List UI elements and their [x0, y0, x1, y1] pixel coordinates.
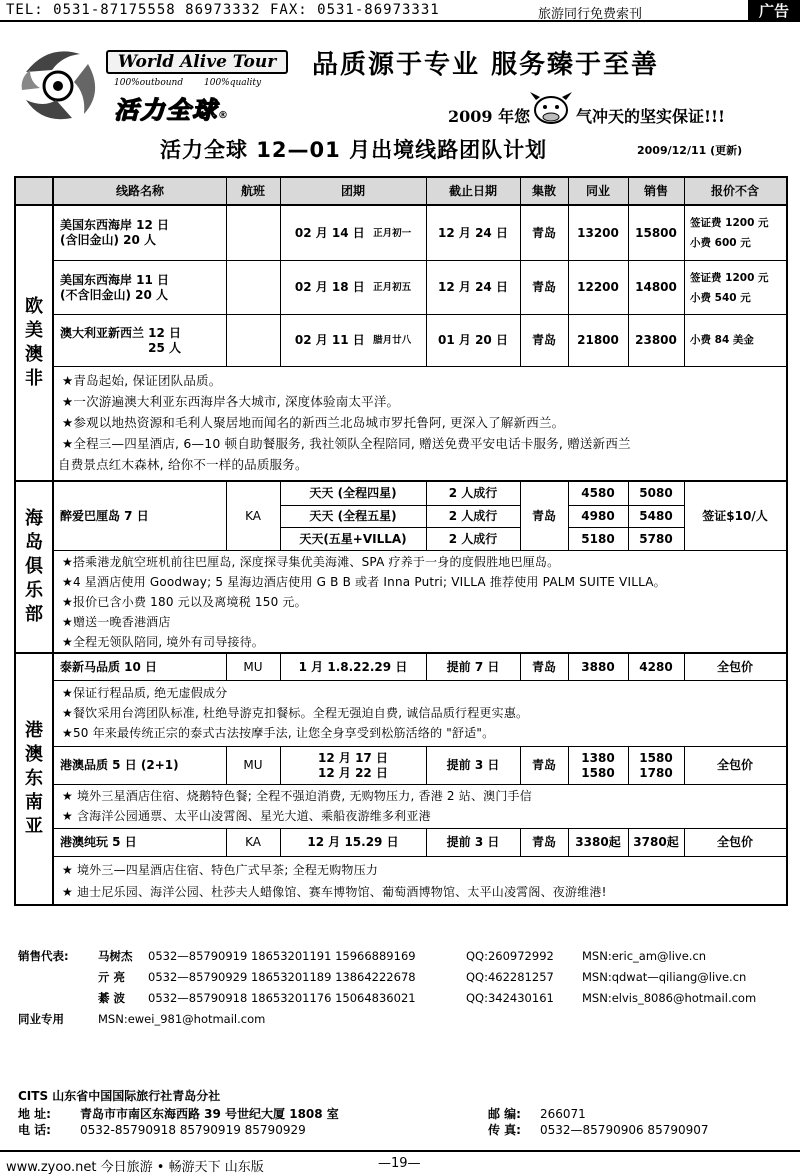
peer-price: 3380起 — [575, 835, 621, 849]
min-group: 2 人成行 — [448, 509, 498, 523]
route-name: 澳大利亚新西兰 12 日 25 人 — [60, 325, 182, 355]
tour-date: 02 月 18 日 正月初五 — [294, 280, 412, 294]
th-peer: 同业 — [585, 183, 610, 198]
island-notes — [62, 552, 666, 652]
note-line: ★全程无领队陪同, 境外有司导接待。 — [62, 635, 264, 649]
note-line: ★一次游遍澳大利亚东西海岸各大城市, 深度体验南太平洋。 — [62, 394, 400, 409]
sale-price: 15800 — [635, 225, 677, 240]
hub: 青岛 — [531, 758, 556, 772]
tel: 0532-85790918 85790919 85790929 — [80, 1123, 306, 1137]
excluded: 全包价 — [716, 659, 753, 674]
deadline: 12 月 24 日 — [438, 280, 508, 294]
brand-sub-quality: 100%quality — [204, 78, 262, 88]
deadline: 提前 3 日 — [446, 835, 500, 849]
contact-msn: MSN:eric_am@live.cn — [582, 949, 707, 963]
sale-price: 5080 — [639, 486, 673, 500]
peer-price: 13200 — [577, 225, 619, 240]
hub: 青岛 — [531, 659, 556, 674]
th-dates: 团期 — [340, 183, 365, 198]
brand-sub-outbound: 100%outbound — [114, 78, 184, 88]
note-line: ★ 含海洋公园通票、太平山凌霄阁、星光大道、乘船夜游维多利亚港 — [62, 809, 431, 823]
route-name: 港澳纯玩 5 日 — [60, 835, 137, 849]
sale-price: 5480 — [639, 509, 673, 523]
route-name: 美国东西海岸 11 日 (不含旧金山) 20 人 — [60, 272, 170, 302]
address: 青岛市市南区东海西路 39 号世纪大厦 1808 室 — [80, 1107, 339, 1121]
guarantee-part1: 2009 年您 — [448, 107, 531, 126]
flight: KA — [245, 835, 261, 849]
sale-price: 14800 — [635, 280, 677, 294]
hub: 青岛 — [531, 225, 556, 240]
note-line: ★青岛起始, 保证团队品质。 — [62, 373, 222, 388]
sale-price: 23800 — [635, 333, 677, 347]
zip-label: 邮 编: — [488, 1107, 521, 1121]
contact-msn: MSN:elvis_8086@hotmail.com — [582, 991, 757, 1005]
tour-date: 02 月 11 日 腊月廿八 — [294, 333, 412, 347]
peer-price: 12200 — [577, 280, 619, 294]
peer-price: 5180 — [581, 531, 615, 546]
peer-price: 1380 1580 — [581, 750, 615, 780]
sale-price: 4280 — [639, 659, 673, 674]
sale-price: 3780起 — [633, 835, 679, 849]
tour-date: 天天(五星+VILLA) — [299, 531, 407, 546]
hub: 青岛 — [531, 835, 556, 849]
page-title: 活力全球 12—01 月出境线路团队计划 — [160, 138, 548, 162]
region-europe-america: 欧 美 澳 非 — [25, 296, 43, 389]
hub: 青岛 — [531, 280, 556, 294]
contact-name: 亓 亮 — [98, 970, 126, 984]
contact-qq: QQ:260972992 — [466, 949, 554, 963]
th-deadline: 截止日期 — [448, 183, 497, 198]
ad-badge: 广告 — [748, 0, 800, 22]
tour-table — [14, 176, 788, 906]
route-name: 港澳品质 5 日 (2+1) — [60, 758, 179, 772]
tour-date: 天天 (全程五星) — [309, 509, 397, 523]
th-hub: 集散 — [531, 183, 556, 198]
page-number: —19— — [378, 1156, 421, 1171]
note-line: 自费景点红木森林, 给你不一样的品质服务。 — [58, 457, 308, 472]
th-route: 线路名称 — [115, 183, 164, 198]
europe-notes — [58, 370, 631, 475]
note-line: ★保证行程品质, 绝无虚假成分 — [62, 686, 228, 700]
sale-price: 5780 — [639, 531, 673, 546]
contact-phones: 0532—85790929 18653201189 13864222678 — [148, 970, 416, 984]
tel-label: 电 话: — [18, 1123, 51, 1137]
brand-logo — [18, 42, 298, 124]
sale-price: 1580 1780 — [639, 750, 673, 780]
excluded: 签证费 1200 元 小费 600 元 — [690, 217, 769, 249]
zip: 266071 — [540, 1107, 586, 1121]
tour-date: 1 月 1.8.22.29 日 — [298, 659, 408, 674]
flight: MU — [243, 758, 263, 772]
contact-msn: MSN:qdwat—qiliang@live.cn — [582, 970, 747, 984]
peer-price: 4980 — [581, 509, 615, 523]
deadline: 提前 3 日 — [446, 758, 500, 772]
note-line: ★报价已含小费 180 元以及离境税 150 元。 — [62, 595, 307, 609]
asia1-notes — [62, 683, 528, 743]
note-line: ★ 迪士尼乐园、海洋公园、杜莎夫人蜡像馆、赛车博物馆、葡萄酒博物馆、太平山凌霄阁、夜游维港! — [62, 885, 607, 899]
flight: KA — [245, 508, 261, 523]
fax: 0532—85790906 85790907 — [540, 1123, 709, 1137]
tour-date: 12 月 15.29 日 — [307, 835, 399, 849]
min-group: 2 人成行 — [448, 486, 498, 500]
excluded: 小费 84 美金 — [690, 334, 754, 346]
contact-name: 綦 波 — [98, 991, 126, 1005]
tel-fax: TEL: 0531-87175558 86973332 FAX: 0531-86973331 — [6, 2, 440, 18]
index-label: 旅游同行免费索刊 — [538, 7, 643, 22]
peer-price: 3880 — [581, 659, 615, 674]
contacts-label: 销售代表: — [18, 949, 69, 963]
flight: MU — [243, 659, 263, 674]
region-hk-macau-asia: 港 澳 东 南 亚 — [25, 720, 43, 837]
note-line: ★ 境外三—四星酒店住宿、特色广式早茶; 全程无购物压力 — [62, 863, 379, 877]
hub: 青岛 — [531, 333, 556, 347]
note-line: ★参观以地热资源和毛利人聚居地而闻名的新西兰北岛城市罗托鲁阿, 更深入了解新西兰。 — [62, 415, 565, 430]
contact-phones: 0532—85790919 18653201191 15966889169 — [148, 949, 416, 963]
address-label: 地 址: — [18, 1107, 51, 1121]
th-flight: 航班 — [240, 183, 265, 198]
excluded: 全包价 — [716, 835, 753, 849]
contact-qq: QQ:462281257 — [466, 970, 554, 984]
guarantee-part2: 气冲天的坚实保证!!! — [576, 107, 726, 126]
th-sale: 销售 — [643, 183, 668, 198]
deadline: 12 月 24 日 — [438, 225, 508, 240]
brand-name-cn: 活力全球® — [114, 96, 230, 124]
tour-date: 12 月 17 日 12 月 22 日 — [318, 750, 388, 780]
peer-label: 同业专用 — [18, 1012, 64, 1026]
deadline: 提前 7 日 — [446, 659, 500, 674]
route-name: 醉爱巴厘岛 7 日 — [60, 508, 149, 523]
company-name: CITS 山东省中国国际旅行社青岛分社 — [18, 1089, 221, 1103]
note-line: ★4 星酒店使用 Goodway; 5 星海边酒店使用 G B B 或者 Inna Putri; VILLA 推荐使用 PALM SUITE VILLA。 — [62, 575, 666, 589]
fax-label: 传 真: — [488, 1123, 521, 1137]
slogan: 品质源于专业 服务臻于至善 — [312, 50, 660, 80]
hub: 青岛 — [531, 508, 556, 523]
sun-swirl-icon — [18, 42, 104, 122]
region-island-club: 海 岛 俱 乐 部 — [25, 508, 43, 625]
note-line: ★50 年来最传统正宗的泰式古法按摩手法, 让您全身享受到松筋活络的 "舒适"。 — [62, 726, 495, 740]
excluded: 全包价 — [716, 758, 753, 772]
route-name: 泰新马品质 10 日 — [60, 659, 158, 674]
deadline: 01 月 20 日 — [438, 333, 508, 347]
min-group: 2 人成行 — [448, 531, 498, 546]
cow-cartoon-icon — [528, 90, 574, 126]
note-line: ★ 境外三星酒店住宿、烧鹅特色餐; 全程不强迫消费, 无购物压力, 香港 2 站、澳门手信 — [62, 789, 532, 803]
top-bar — [0, 0, 800, 22]
note-line: ★餐饮采用台湾团队标准, 杜绝导游克扣餐标。全程无强迫自费, 诚信品质行程更实惠。 — [62, 706, 529, 720]
tour-date: 天天 (全程四星) — [309, 486, 397, 500]
note-line: ★搭乘港龙航空班机前往巴厘岛, 深度探寻集优美海滩、SPA 疗养于一身的度假胜地巴厘岛。 — [62, 555, 560, 569]
asia2-notes — [62, 786, 532, 826]
bottom-bar — [0, 1150, 800, 1175]
peer-price: 4580 — [581, 486, 615, 500]
contact-phones: 0532—85790918 18653201176 15064836021 — [148, 991, 416, 1005]
footer-url: www.zyoo.net 今日旅游 • 畅游天下 山东版 — [6, 1160, 264, 1175]
excluded: 签证费 1200 元 小费 540 元 — [690, 271, 769, 304]
asia3-notes — [62, 859, 607, 903]
th-excluded: 报价不含 — [710, 183, 759, 198]
contact-qq: QQ:342430161 — [466, 991, 554, 1005]
brand-name-en: World Alive Tour — [106, 50, 288, 74]
note-line: ★全程三—四星酒店, 6—10 顿自助餐服务, 我社领队全程陪同, 赠送免费平安电话卡服务, 赠送新西兰 — [62, 436, 631, 451]
note-line: ★赠送一晚香港酒店 — [62, 615, 171, 629]
peer-msn: MSN:ewei_981@hotmail.com — [98, 1012, 266, 1026]
update-date: 2009/12/11 (更新) — [637, 144, 743, 157]
guarantee-line — [448, 104, 726, 127]
contact-name: 马树杰 — [98, 949, 133, 963]
peer-price: 21800 — [577, 333, 619, 347]
route-name: 美国东西海岸 12 日 (含旧金山) 20 人 — [60, 218, 170, 247]
tour-date: 02 月 14 日 正月初一 — [294, 225, 412, 240]
excluded: 签证$10/人 — [702, 508, 768, 523]
